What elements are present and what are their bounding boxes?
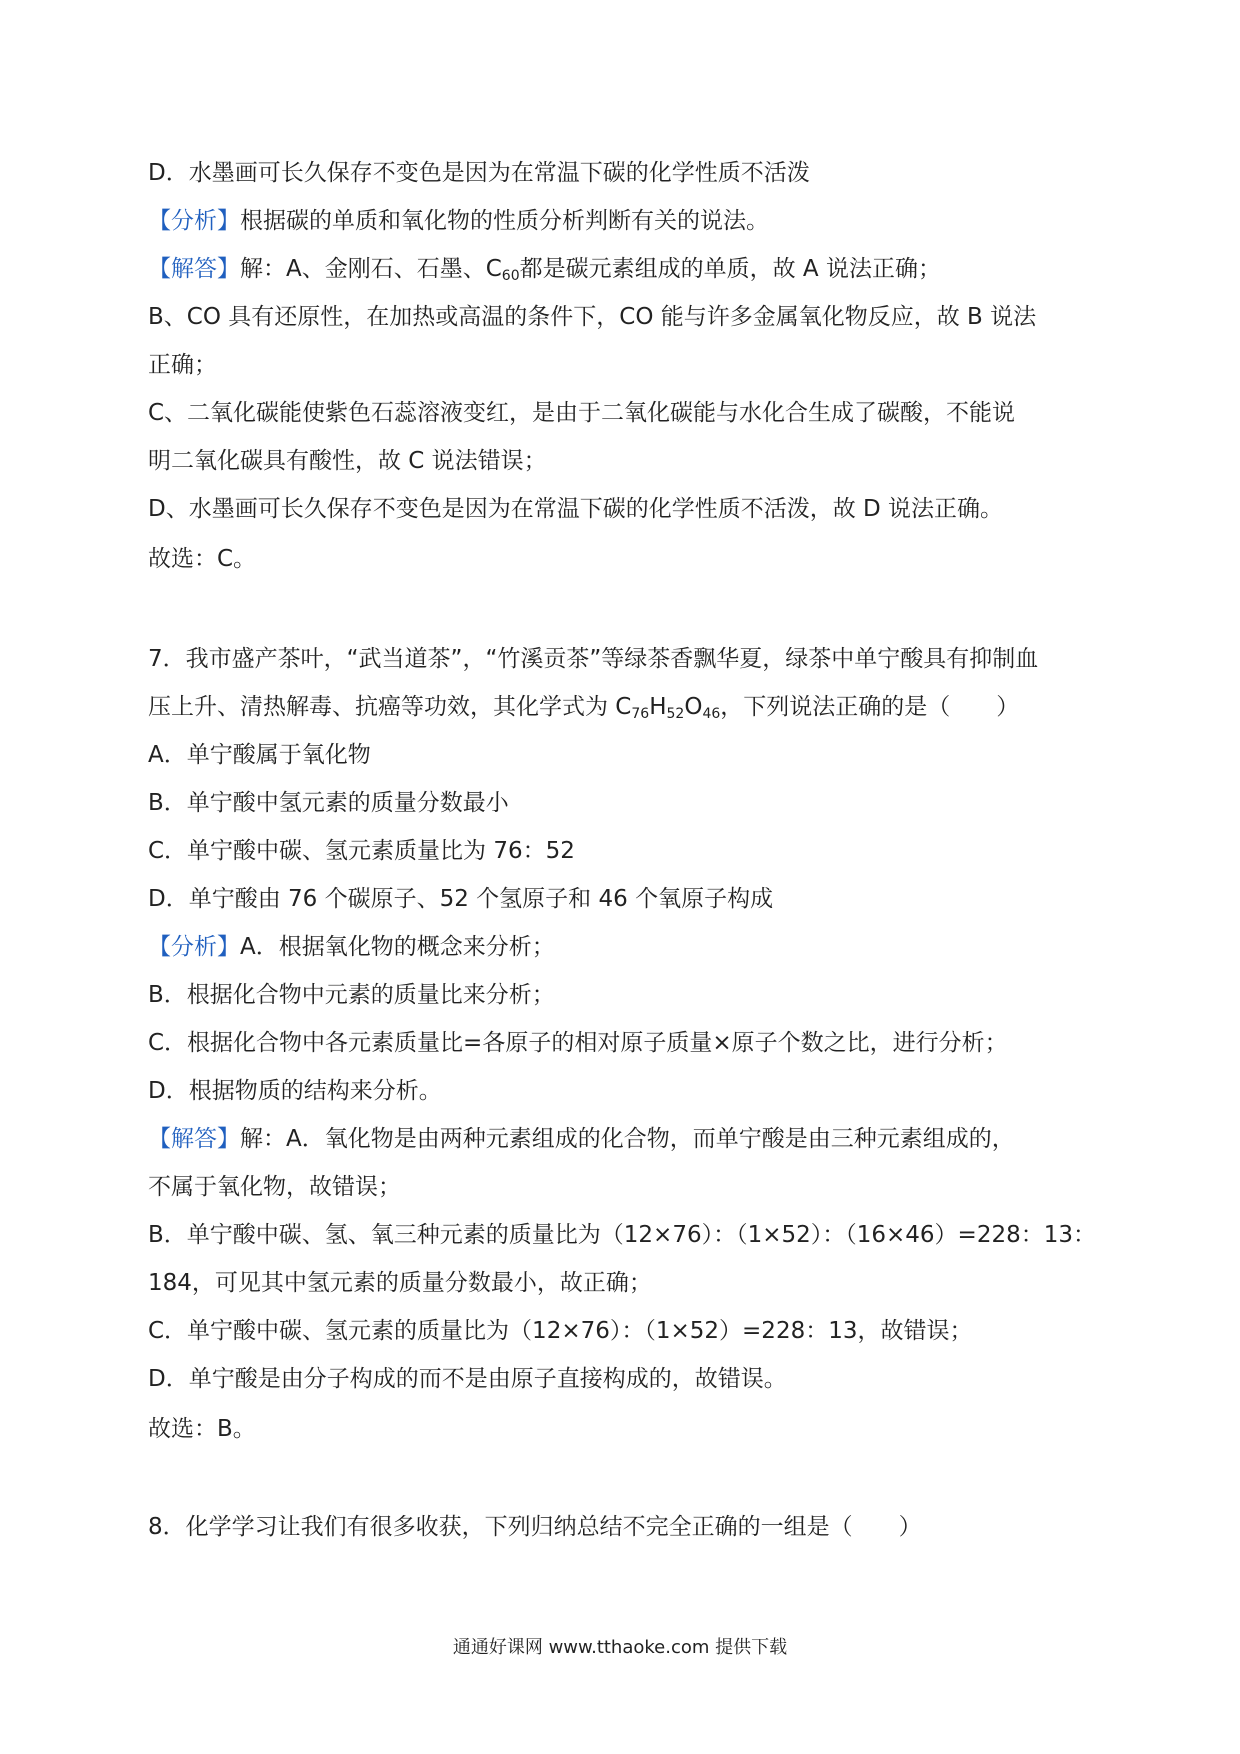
footer-text: 通通好课网 www.tthaoke.com 提供下载 — [452, 1637, 788, 1658]
q6-option-d-text: D．水墨画可长久保存不变色是因为在常温下碳的化学性质不活泼 — [148, 160, 810, 186]
formula-subscript-h: 52 — [666, 706, 685, 722]
q7-answer-a-text1: 解：A．氧化物是由两种元素组成的化合物，而单宁酸是由三种元素组成的， — [240, 1126, 1015, 1152]
q7-stem-line1 — [148, 644, 1108, 674]
q7-analysis-b-text: B．根据化合物中元素的质量比来分析； — [148, 982, 555, 1008]
q6-answer-a-subscript: 60 — [501, 268, 520, 284]
q7-option-c-text: C．单宁酸中碳、氢元素质量比为 76：52 — [148, 838, 575, 864]
q6-choice — [148, 544, 1108, 574]
q6-answer-a — [148, 254, 1108, 284]
formula-o: O — [684, 694, 703, 720]
q6-choice-text: 故选：C。 — [148, 546, 257, 572]
q7-option-d — [148, 884, 1108, 914]
q7-answer-b-line2 — [148, 1268, 1108, 1298]
page-footer — [0, 1636, 1240, 1660]
q6-answer-a-pre: 解：A、金刚石、石墨、C — [240, 256, 502, 282]
q7-stem-text1: 7．我市盛产茶叶，“武当道茶”，“竹溪贡茶”等绿茶香飘华夏，绿茶中单宁酸具有抑制血 — [148, 646, 1039, 672]
q7-answer-b-line1 — [148, 1220, 1108, 1250]
q7-answer-b-text2: 184，可见其中氢元素的质量分数最小，故正确； — [148, 1270, 652, 1296]
q7-option-b-text: B．单宁酸中氢元素的质量分数最小 — [148, 790, 509, 816]
q7-stem-line2 — [148, 692, 1108, 722]
answer-tag: 【解答】 — [148, 256, 240, 282]
q7-analysis-c — [148, 1028, 1108, 1058]
q7-answer-a-line1 — [148, 1124, 1108, 1154]
q6-answer-c-line2 — [148, 446, 1108, 476]
q6-answer-a-post: 都是碳元素组成的单质，故 A 说法正确； — [519, 256, 941, 282]
analysis-tag: 【分析】 — [148, 934, 240, 960]
formula-subscript-o: 46 — [702, 706, 721, 722]
analysis-tag: 【分析】 — [148, 208, 240, 234]
q6-analysis-text: 根据碳的单质和氧化物的性质分析判断有关的说法。 — [240, 208, 769, 234]
q7-analysis-d-text: D．根据物质的结构来分析。 — [148, 1078, 442, 1104]
q7-answer-a-line2 — [148, 1172, 1108, 1202]
q7-answer-c-text: C．单宁酸中碳、氢元素的质量比为（12×76）：（1×52）=228：13，故错误； — [148, 1318, 973, 1344]
q6-answer-c-line1 — [148, 398, 1108, 428]
q6-answer-b-text1: B、CO 具有还原性，在加热或高温的条件下，CO 能与许多金属氧化物反应，故 B 说法 — [148, 304, 1037, 330]
q8-stem — [148, 1512, 1108, 1542]
answer-tag: 【解答】 — [148, 1126, 240, 1152]
q6-answer-c-text2: 明二氧化碳具有酸性，故 C 说法错误； — [148, 448, 547, 474]
q7-answer-b-text1: B．单宁酸中碳、氢、氧三种元素的质量比为（12×76）：（1×52）：（16×46）=228：13： — [148, 1222, 1096, 1248]
formula-h: H — [649, 694, 667, 720]
q7-option-b — [148, 788, 1108, 818]
q7-option-c — [148, 836, 1108, 866]
q7-analysis-b — [148, 980, 1108, 1010]
q7-analysis-a-text: A．根据氧化物的概念来分析； — [240, 934, 555, 960]
q7-option-a — [148, 740, 1108, 770]
q7-analysis-c-text: C．根据化合物中各元素质量比=各原子的相对原子质量×原子个数之比，进行分析； — [148, 1030, 1008, 1056]
q7-answer-d — [148, 1364, 1108, 1394]
q7-stem-post: ，下列说法正确的是（ ） — [720, 694, 1020, 720]
q7-analysis-d — [148, 1076, 1108, 1106]
q7-option-a-text: A．单宁酸属于氧化物 — [148, 742, 371, 768]
q6-answer-b-text2: 正确； — [148, 352, 217, 378]
q6-answer-b-line2 — [148, 350, 1108, 380]
q7-answer-c — [148, 1316, 1108, 1346]
q7-answer-d-text: D．单宁酸是由分子构成的而不是由原子直接构成的，故错误。 — [148, 1366, 787, 1392]
q7-choice-text: 故选：B。 — [148, 1416, 256, 1442]
q6-analysis — [148, 206, 1108, 236]
q8-stem-text: 8．化学学习让我们有很多收获，下列归纳总结不完全正确的一组是（ ） — [148, 1514, 922, 1540]
q6-answer-c-text1: C、二氧化碳能使紫色石蕊溶液变红，是由于二氧化碳能与水化合生成了碳酸，不能说 — [148, 400, 1016, 426]
q7-answer-a-text2: 不属于氧化物，故错误； — [148, 1174, 401, 1200]
q7-option-d-text: D．单宁酸由 76 个碳原子、52 个氢原子和 46 个氧原子构成 — [148, 886, 774, 912]
q7-choice — [148, 1414, 1108, 1444]
q6-answer-d-text: D、水墨画可长久保存不变色是因为在常温下碳的化学性质不活泼，故 D 说法正确。 — [148, 496, 1004, 522]
q6-answer-d — [148, 494, 1108, 524]
q7-analysis-a — [148, 932, 1108, 962]
q6-answer-b-line1 — [148, 302, 1108, 332]
formula-subscript-c: 76 — [631, 706, 650, 722]
q7-stem-pre: 压上升、清热解毒、抗癌等功效，其化学式为 C — [148, 694, 632, 720]
q6-option-d — [148, 158, 1108, 188]
